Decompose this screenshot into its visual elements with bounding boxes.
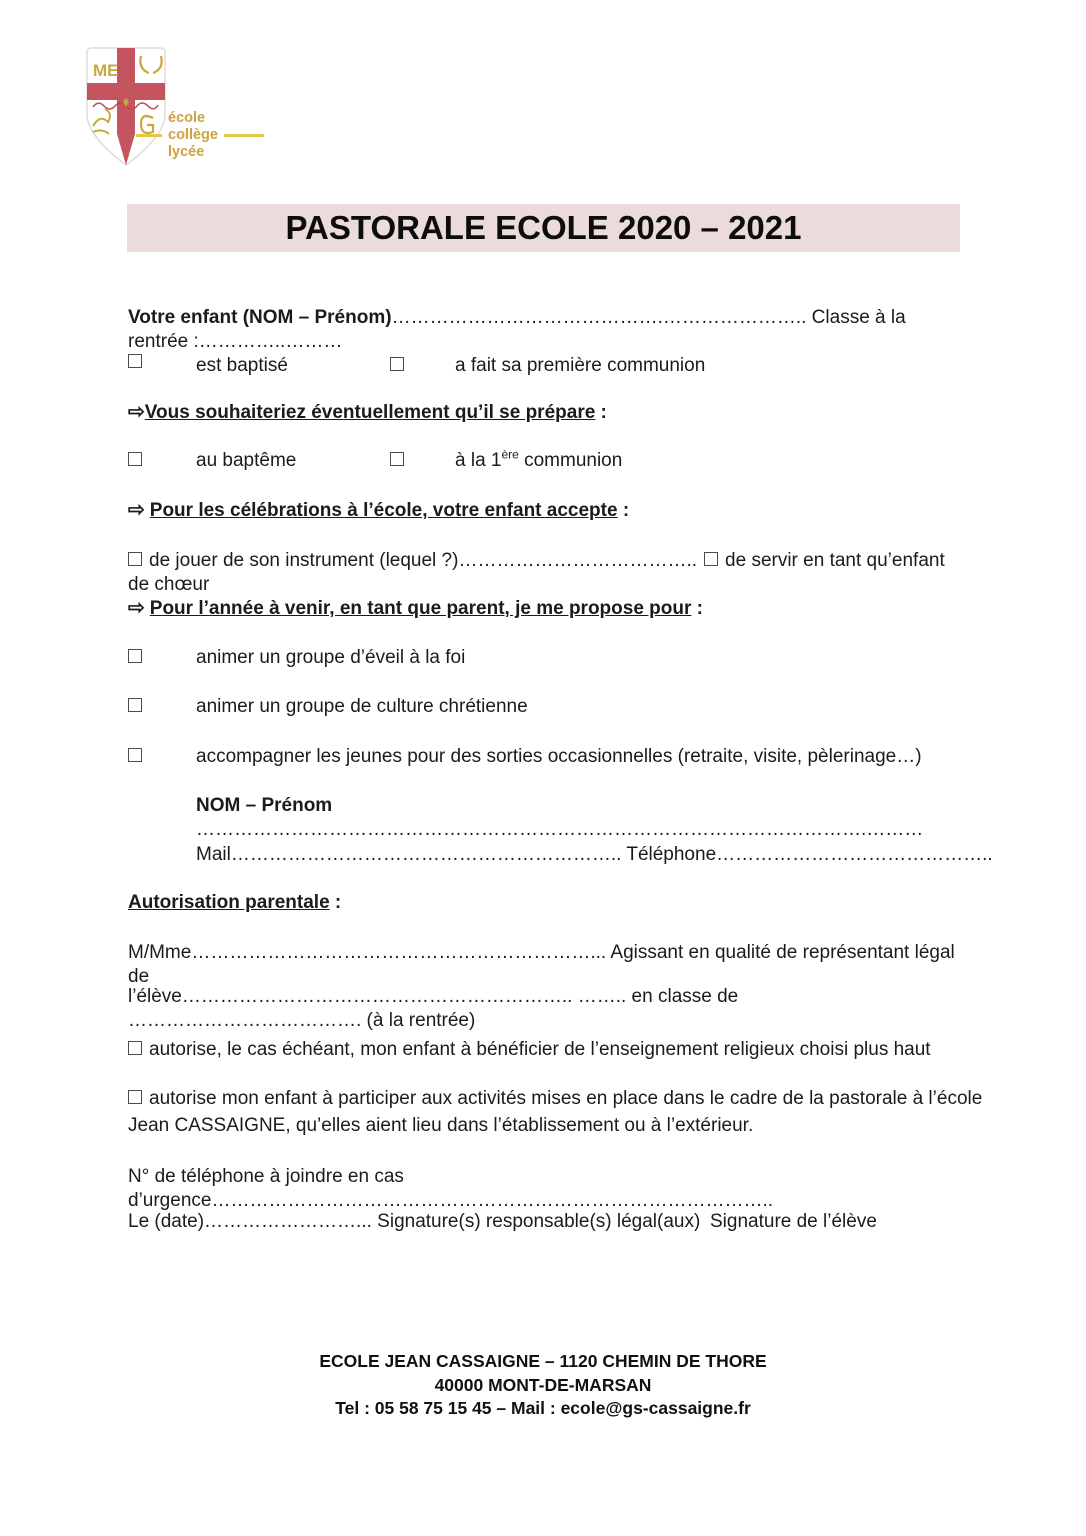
authorization-header-colon: : — [329, 892, 342, 913]
checkbox-enfant-de-choeur — [704, 552, 718, 566]
propose-option-row — [128, 646, 960, 670]
accompagner-sorties-label: accompagner les jeunes pour des sorties occasionnelles (retraite, visite, pèlerinage…) — [196, 746, 922, 767]
authorize-activities-line — [128, 1085, 1008, 1139]
authorize-activities-text-line2: Jean CASSAIGNE, qu’elles aient lieu dans l’établissement ou à l’extérieur. — [128, 1115, 754, 1136]
dotted-field-class: …………..……… — [198, 331, 343, 352]
dotted-field-phone: …………………………………….. — [716, 844, 993, 865]
prepare-row — [128, 449, 960, 473]
prepare-header-text: Vous souhaiteriez éventuellement qu’il se prépare — [144, 402, 596, 423]
dotted-field-class-of: ………………………………. — [128, 1010, 362, 1031]
student-line — [128, 985, 960, 1033]
celebrations-section-header — [128, 498, 960, 523]
dotted-field-guardian: ………………………………………………………... — [191, 942, 607, 963]
logo-level-college: collège — [168, 127, 218, 143]
emergency-phone-label: N° de téléphone à joindre en cas d’urgence — [128, 1166, 404, 1211]
checkbox-1ere-communion — [390, 452, 404, 466]
celebrations-header-text: Pour les célébrations à l’école, votre enfant accepte — [149, 500, 618, 521]
arrow-icon: ⇨ — [128, 597, 145, 619]
footer-address-line2: 40000 MONT-DE-MARSAN — [434, 1374, 652, 1395]
propose-section-header — [128, 596, 960, 621]
school-logo — [85, 46, 305, 171]
dotted-field-parent-name: …………………………………………………………………………………………….……… — [196, 819, 924, 840]
student-signature-label: Signature de l’élève — [710, 1211, 877, 1232]
child-name-label: Votre enfant (NOM – Prénom) — [128, 307, 392, 328]
checkbox-baptise — [128, 354, 142, 368]
guardian-role-text: Agissant en qualité de représentant légal de — [128, 942, 955, 987]
premiere-communion-label: a fait sa première communion — [455, 355, 706, 376]
checkbox-instrument — [128, 552, 142, 566]
shield-cross-horizontal — [87, 83, 165, 100]
class-of-label: en classe de — [626, 986, 739, 1007]
propose-option-row — [128, 745, 960, 769]
baptism-row — [128, 354, 960, 378]
parent-name-line — [128, 794, 1028, 842]
culture-chretienne-label: animer un groupe de culture chrétienne — [196, 696, 528, 717]
dotted-field-student: …………………………………………………….. — [181, 986, 573, 1007]
authorize-religious-text: autorise, le cas échéant, mon enfant à bénéficier de l’enseignement religieux choisi plus haut — [149, 1039, 931, 1060]
checkbox-eveil-foi — [128, 649, 142, 663]
bapteme-label: au baptême — [196, 450, 297, 471]
propose-option-row — [128, 695, 960, 719]
shield-monogram: ME — [93, 61, 119, 80]
checkbox-premiere-communion — [390, 357, 404, 371]
dash-line — [136, 134, 162, 137]
date-signature-line — [128, 1210, 960, 1234]
footer-address-line1: ECOLE JEAN CASSAIGNE – 1120 CHEMIN DE THORE — [319, 1351, 767, 1371]
mail-label: Mail — [196, 844, 231, 865]
logo-level-lycee: lycée — [168, 144, 205, 160]
rentree-note: (à la rentrée) — [361, 1010, 476, 1031]
guardian-line — [128, 941, 960, 989]
page-title: PASTORALE ECOLE 2020 – 2021 — [285, 209, 802, 246]
1ere-communion-pre: à la 1 — [455, 450, 502, 471]
dotted-field-date: ……………………... — [204, 1211, 372, 1232]
phone-label: Téléphone — [621, 844, 717, 865]
propose-header-text: Pour l’année à venir, en tant que parent, je me propose pour — [149, 598, 692, 619]
enfant-de-choeur-label: de servir en tant qu’enfant de chœur — [128, 550, 945, 595]
authorize-activities-text-line1: autorise mon enfant à participer aux activités mises en place dans le cadre de la pastorale à l’école — [149, 1088, 983, 1109]
dotted-field-instrument: ……………………………….. — [458, 550, 698, 571]
prepare-header-colon: : — [595, 402, 607, 423]
dotted-field-student2: …….. — [572, 986, 627, 1007]
celebrations-header-colon: : — [617, 500, 630, 521]
authorization-header — [128, 891, 960, 915]
guardian-signature-label: Signature(s) responsable(s) légal(aux) — [371, 1211, 701, 1232]
1ere-communion-label — [455, 449, 622, 473]
checkbox-authorize-religious — [128, 1041, 142, 1055]
checkbox-authorize-activities — [128, 1090, 142, 1104]
title-banner — [127, 204, 960, 252]
arrow-icon: ⇨ — [128, 499, 145, 521]
logo-level-ecole: école — [168, 110, 206, 126]
instrument-label: de jouer de son instrument (lequel ?) — [149, 550, 459, 571]
eveil-foi-label: animer un groupe d’éveil à la foi — [196, 647, 466, 668]
prepare-section-header — [128, 400, 960, 425]
dotted-field-child-name: …………………………………….………………….. — [391, 307, 807, 328]
checkbox-bapteme — [128, 452, 142, 466]
contact-line — [128, 843, 1028, 867]
dash-line — [224, 134, 264, 137]
checkbox-accompagner-sorties — [128, 748, 142, 762]
dotted-field-mail: …………………………………………………….. — [230, 844, 622, 865]
instrument-line — [128, 549, 960, 597]
emergency-phone-line — [128, 1165, 960, 1213]
parent-name-label: NOM – Prénom — [196, 795, 333, 816]
shield-logo-icon — [85, 46, 167, 168]
checkbox-culture-chretienne — [128, 698, 142, 712]
class-label: Classe à la rentrée : — [128, 307, 906, 352]
logo-levels — [168, 110, 298, 161]
dotted-field-emergency-phone: …………………………………………………………………………….. — [211, 1190, 774, 1211]
student-label: l’élève — [128, 986, 182, 1007]
authorization-header-text: Autorisation parentale — [128, 892, 330, 913]
baptise-label: est baptisé — [196, 355, 288, 376]
date-label: Le (date) — [128, 1211, 205, 1232]
child-name-line — [128, 306, 960, 354]
guardian-label: M/Mme — [128, 942, 192, 963]
footer — [0, 1350, 1086, 1421]
propose-header-colon: : — [691, 598, 703, 619]
footer-contact-line: Tel : 05 58 75 15 45 – Mail : ecole@gs-cassaigne.fr — [335, 1398, 751, 1418]
1ere-communion-sup: ère — [501, 447, 519, 462]
authorize-religious-line — [128, 1038, 1008, 1062]
1ere-communion-post: communion — [518, 450, 623, 471]
arrow-icon: ⇨ — [128, 401, 145, 423]
